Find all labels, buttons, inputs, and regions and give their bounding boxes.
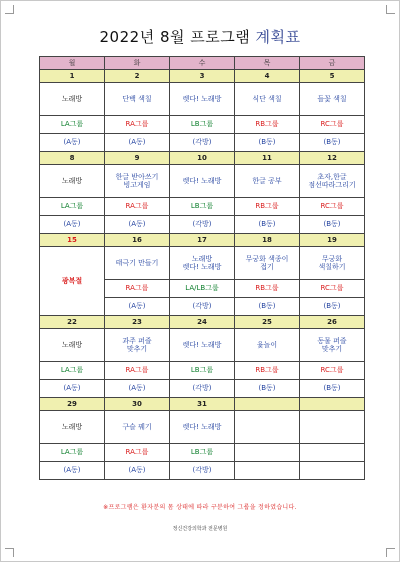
location-cell: (B동) (300, 298, 365, 316)
location-row (40, 380, 365, 398)
group-cell: LA그룹 (40, 198, 105, 216)
location-cell: (각방) (170, 380, 235, 398)
activity-cell: 렛다! 노래방 (170, 411, 235, 444)
group-cell: RB그룹 (235, 280, 300, 298)
group-row (40, 198, 365, 216)
activity-cell: 과주 퍼즐 맞추기 (105, 329, 170, 362)
group-cell: LA그룹 (40, 444, 105, 462)
date-cell: 4 (235, 70, 300, 83)
group-cell: LB그룹 (170, 198, 235, 216)
date-cell: 16 (105, 234, 170, 247)
date-cell: 22 (40, 316, 105, 329)
location-cell: (A동) (40, 380, 105, 398)
weekday-header-row (40, 57, 365, 70)
footer-note: ※프로그램은 환자분의 몸 상태에 따라 구분하여 그룹을 정하였습니다. (103, 504, 297, 511)
date-cell: 15 (40, 234, 105, 247)
date-cell: 17 (170, 234, 235, 247)
activity-cell: 한글 받아쓰기 빙고게임 (105, 165, 170, 198)
location-cell: (B동) (235, 134, 300, 152)
location-cell: (A동) (40, 216, 105, 234)
holiday-cell: 광복절 (40, 247, 105, 316)
location-cell: (B동) (300, 216, 365, 234)
weekday-tue: 화 (105, 57, 170, 70)
date-cell: 29 (40, 398, 105, 411)
activity-cell: 노래방 (40, 329, 105, 362)
group-cell: LB그룹 (170, 116, 235, 134)
activity-cell: 렛다! 노래방 (170, 165, 235, 198)
activity-row (40, 247, 365, 280)
activity-row (40, 411, 365, 444)
date-row (40, 70, 365, 83)
activity-cell: 노래방 (40, 411, 105, 444)
activity-cell: 한글 공부 (235, 165, 300, 198)
date-row (40, 398, 365, 411)
location-cell: (A동) (105, 380, 170, 398)
date-cell: 12 (300, 152, 365, 165)
date-cell: 1 (40, 70, 105, 83)
date-cell: 8 (40, 152, 105, 165)
group-cell: RB그룹 (235, 116, 300, 134)
group-cell: RB그룹 (235, 198, 300, 216)
activity-cell: 무궁화 색칠하기 (300, 247, 365, 280)
location-cell: (각방) (170, 134, 235, 152)
group-cell (300, 444, 365, 462)
date-cell: 18 (235, 234, 300, 247)
date-cell: 11 (235, 152, 300, 165)
date-row (40, 316, 365, 329)
location-row (40, 216, 365, 234)
group-cell (235, 444, 300, 462)
activity-cell: 렛다! 노래방 (170, 329, 235, 362)
location-cell: (A동) (105, 134, 170, 152)
activity-cell: 단백 색칠 (105, 83, 170, 116)
activity-row (40, 165, 365, 198)
location-cell: (B동) (300, 134, 365, 152)
activity-cell: 노래방 렛다! 노래방 (170, 247, 235, 280)
activity-cell: 렛다! 노래방 (170, 83, 235, 116)
group-cell: RA그룹 (105, 280, 170, 298)
group-cell: RC그룹 (300, 116, 365, 134)
location-cell (235, 462, 300, 480)
corner-mark (386, 548, 395, 557)
footer-signature: 정신건강의학과 전문병원 (172, 526, 228, 532)
group-row (40, 362, 365, 380)
date-cell: 30 (105, 398, 170, 411)
date-cell: 19 (300, 234, 365, 247)
date-row (40, 234, 365, 247)
location-cell: (각방) (170, 298, 235, 316)
location-cell: (B동) (300, 380, 365, 398)
activity-cell: 들꽃 색칠 (300, 83, 365, 116)
activity-row (40, 83, 365, 116)
group-cell: LA그룹 (40, 116, 105, 134)
group-cell: LB그룹 (170, 444, 235, 462)
corner-mark (5, 5, 14, 14)
activity-row (40, 329, 365, 362)
location-cell: (A동) (105, 216, 170, 234)
group-cell: RA그룹 (105, 116, 170, 134)
location-row (40, 134, 365, 152)
date-row (40, 152, 365, 165)
location-cell: (B동) (235, 380, 300, 398)
group-cell: RA그룹 (105, 198, 170, 216)
group-cell: LA그룹 (40, 362, 105, 380)
activity-cell: 태극기 만들기 (105, 247, 170, 280)
activity-cell: 식단 색칠 (235, 83, 300, 116)
date-cell: 10 (170, 152, 235, 165)
activity-cell: 윷놀이 (235, 329, 300, 362)
weekday-thu: 목 (235, 57, 300, 70)
group-cell: RB그룹 (235, 362, 300, 380)
group-cell: LA/LB그룹 (170, 280, 235, 298)
group-cell: RA그룹 (105, 362, 170, 380)
weekday-fri: 금 (300, 57, 365, 70)
activity-cell: 구슬 꿰기 (105, 411, 170, 444)
activity-cell: 초자,한글 점선따라그리기 (300, 165, 365, 198)
location-cell: (A동) (40, 134, 105, 152)
activity-cell: 무궁화 색종이 접기 (235, 247, 300, 280)
date-cell: 31 (170, 398, 235, 411)
date-cell: 2 (105, 70, 170, 83)
group-row (40, 444, 365, 462)
date-cell: 23 (105, 316, 170, 329)
activity-cell: 노래방 (40, 165, 105, 198)
date-cell: 25 (235, 316, 300, 329)
corner-mark (386, 5, 395, 14)
date-cell: 24 (170, 316, 235, 329)
activity-cell (300, 411, 365, 444)
group-cell: LB그룹 (170, 362, 235, 380)
date-cell: 5 (300, 70, 365, 83)
date-cell (300, 398, 365, 411)
date-cell (235, 398, 300, 411)
location-cell: (A동) (40, 462, 105, 480)
location-cell: (B동) (235, 298, 300, 316)
group-cell: RA그룹 (105, 444, 170, 462)
activity-cell: 노래방 (40, 83, 105, 116)
activity-cell: 동물 퍼즐 맞추기 (300, 329, 365, 362)
group-cell: RC그룹 (300, 362, 365, 380)
page-title (0, 26, 400, 47)
weekday-wed: 수 (170, 57, 235, 70)
activity-cell (235, 411, 300, 444)
location-cell: (B동) (235, 216, 300, 234)
date-cell: 9 (105, 152, 170, 165)
location-cell: (각방) (170, 462, 235, 480)
location-cell: (A동) (105, 462, 170, 480)
title-main: 2022년 8월 프로그램 (99, 28, 256, 46)
date-cell: 26 (300, 316, 365, 329)
corner-mark (5, 548, 14, 557)
location-cell (300, 462, 365, 480)
location-cell: (A동) (105, 298, 170, 316)
group-row (40, 116, 365, 134)
group-cell: RC그룹 (300, 280, 365, 298)
weekday-mon: 월 (40, 57, 105, 70)
program-calendar (39, 56, 365, 480)
date-cell: 3 (170, 70, 235, 83)
group-cell: RC그룹 (300, 198, 365, 216)
location-row (40, 462, 365, 480)
location-cell: (각방) (170, 216, 235, 234)
title-accent: 계획표 (255, 28, 301, 46)
